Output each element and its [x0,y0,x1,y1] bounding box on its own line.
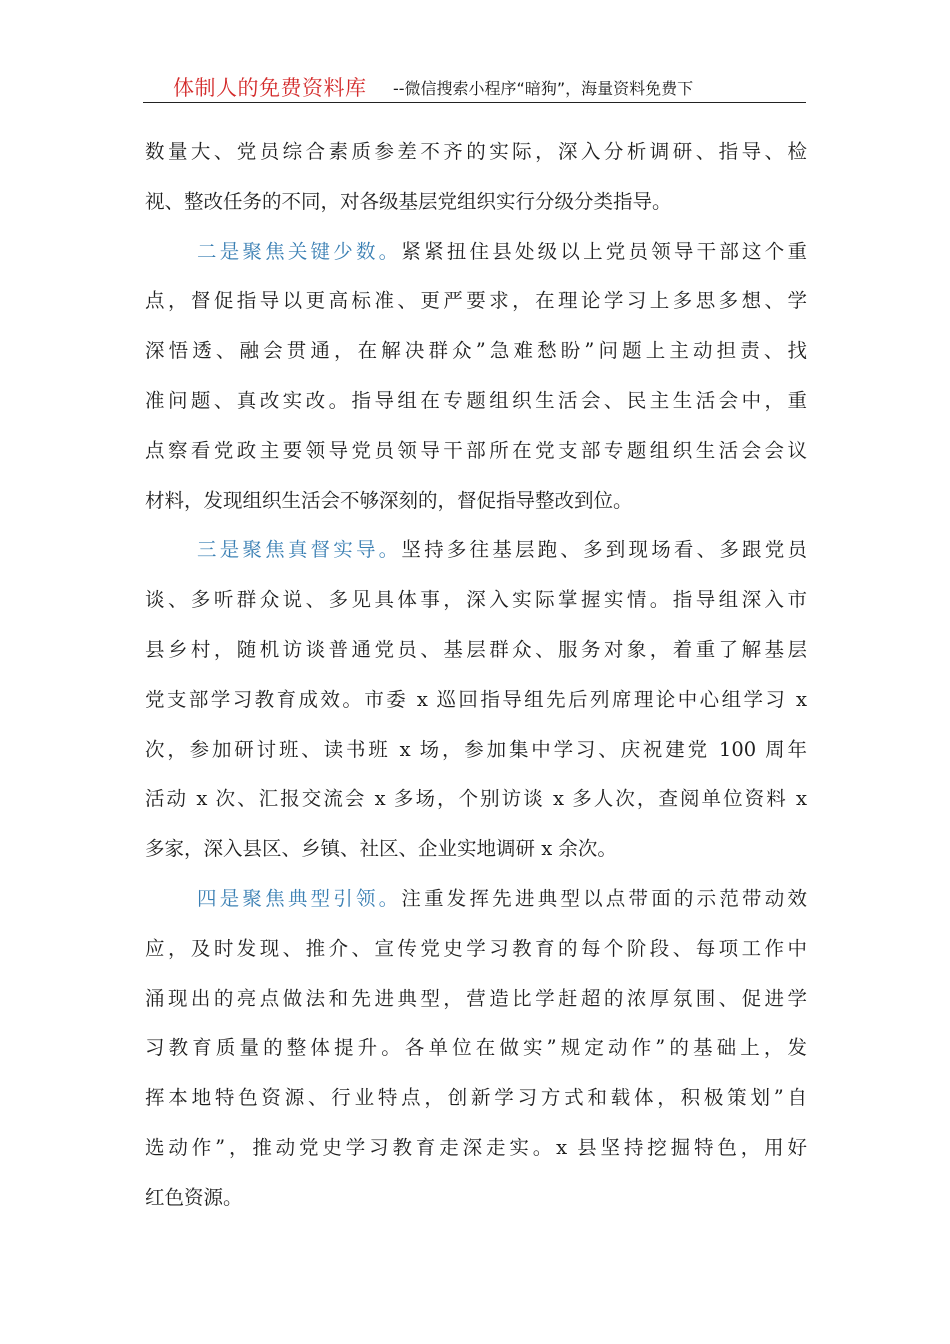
text-fragment: 注重发挥先进典型以点带面的示范带动效 [401,886,807,910]
text-line: 红色资源。 [145,1185,243,1209]
text-line: 选动作”，推动党史学习教育走深走实。x 县坚持挖掘特色，用好 [145,1135,807,1159]
text-line: 党支部学习教育成效。市委 x 巡回指导组先后列席理论中心组学习 x [145,687,807,711]
text-line: 县乡村，随机访谈普通党员、基层群众、服务对象，着重了解基层 [145,637,807,661]
paragraph-model-leading [145,874,807,1223]
text-line: 视、整改任务的不同，对各级基层党组织实行分级分类指导。 [145,189,672,213]
text-line: 谈、多听群众说、多见具体事，深入实际掌握实情。指导组深入市 [145,588,807,612]
text-fragment: 紧紧扭住县处级以上党员领导干部这个重 [401,239,807,263]
text-line [145,227,807,277]
paragraph-lead: 二是聚焦关键少数。 [197,239,402,263]
header-subtitle: --微信搜索小程序“暗狗”，海量资料免费下 [393,79,694,98]
text-line: 材料，发现组织生活会不够深刻的，督促指导整改到位。 [145,488,633,512]
text-line [145,874,807,924]
text-line: 习教育质量的整体提升。各单位在做实”规定动作”的基础上，发 [145,1036,807,1060]
text-line: 深悟透、融会贯通，在解决群众”急难愁盼”问题上主动担责、找 [145,339,807,363]
text-line: 次，参加研讨班、读书班 x 场，参加集中学习、庆祝建党 100 周年 [145,737,807,761]
text-line: 应，及时发现、推介、宣传党史学习教育的每个阶段、每项工作中 [145,936,807,960]
paragraph-lead: 三是聚焦真督实导。 [197,538,402,562]
paragraph-lead: 四是聚焦典型引领。 [197,886,402,910]
text-line: 点，督促指导以更高标准、更严要求，在理论学习上多思多想、学 [145,289,807,313]
document-body [145,127,807,1223]
text-line: 涌现出的亮点做法和先进典型，营造比学赶超的浓厚氛围、促进学 [145,986,807,1010]
text-line: 多家，深入县区、乡镇、社区、企业实地调研 x 余次。 [145,837,617,861]
text-line: 准问题、真改实改。指导组在专题组织生活会、民主生活会中，重 [145,388,807,412]
paragraph-key-minority [145,227,807,526]
text-line: 点察看党政主要领导党员领导干部所在党支部专题组织生活会会议 [145,438,807,462]
header-title: 体制人的免费资料库 [173,76,367,100]
text-line: 数量大、党员综合素质参差不齐的实际，深入分析调研、指导、检 [145,140,807,163]
text-line: 活动 x 次、汇报交流会 x 多场，个别访谈 x 多人次，查阅单位资料 x [145,787,807,811]
text-line [145,525,807,575]
text-fragment: 坚持多往基层跑、多到现场看、多跟党员 [401,538,807,562]
paragraph-continuation [145,127,807,227]
paragraph-real-supervision [145,525,807,874]
page-header [143,68,806,103]
text-line: 挥本地特色资源、行业特点，创新学习方式和载体，积极策划”自 [145,1086,807,1110]
